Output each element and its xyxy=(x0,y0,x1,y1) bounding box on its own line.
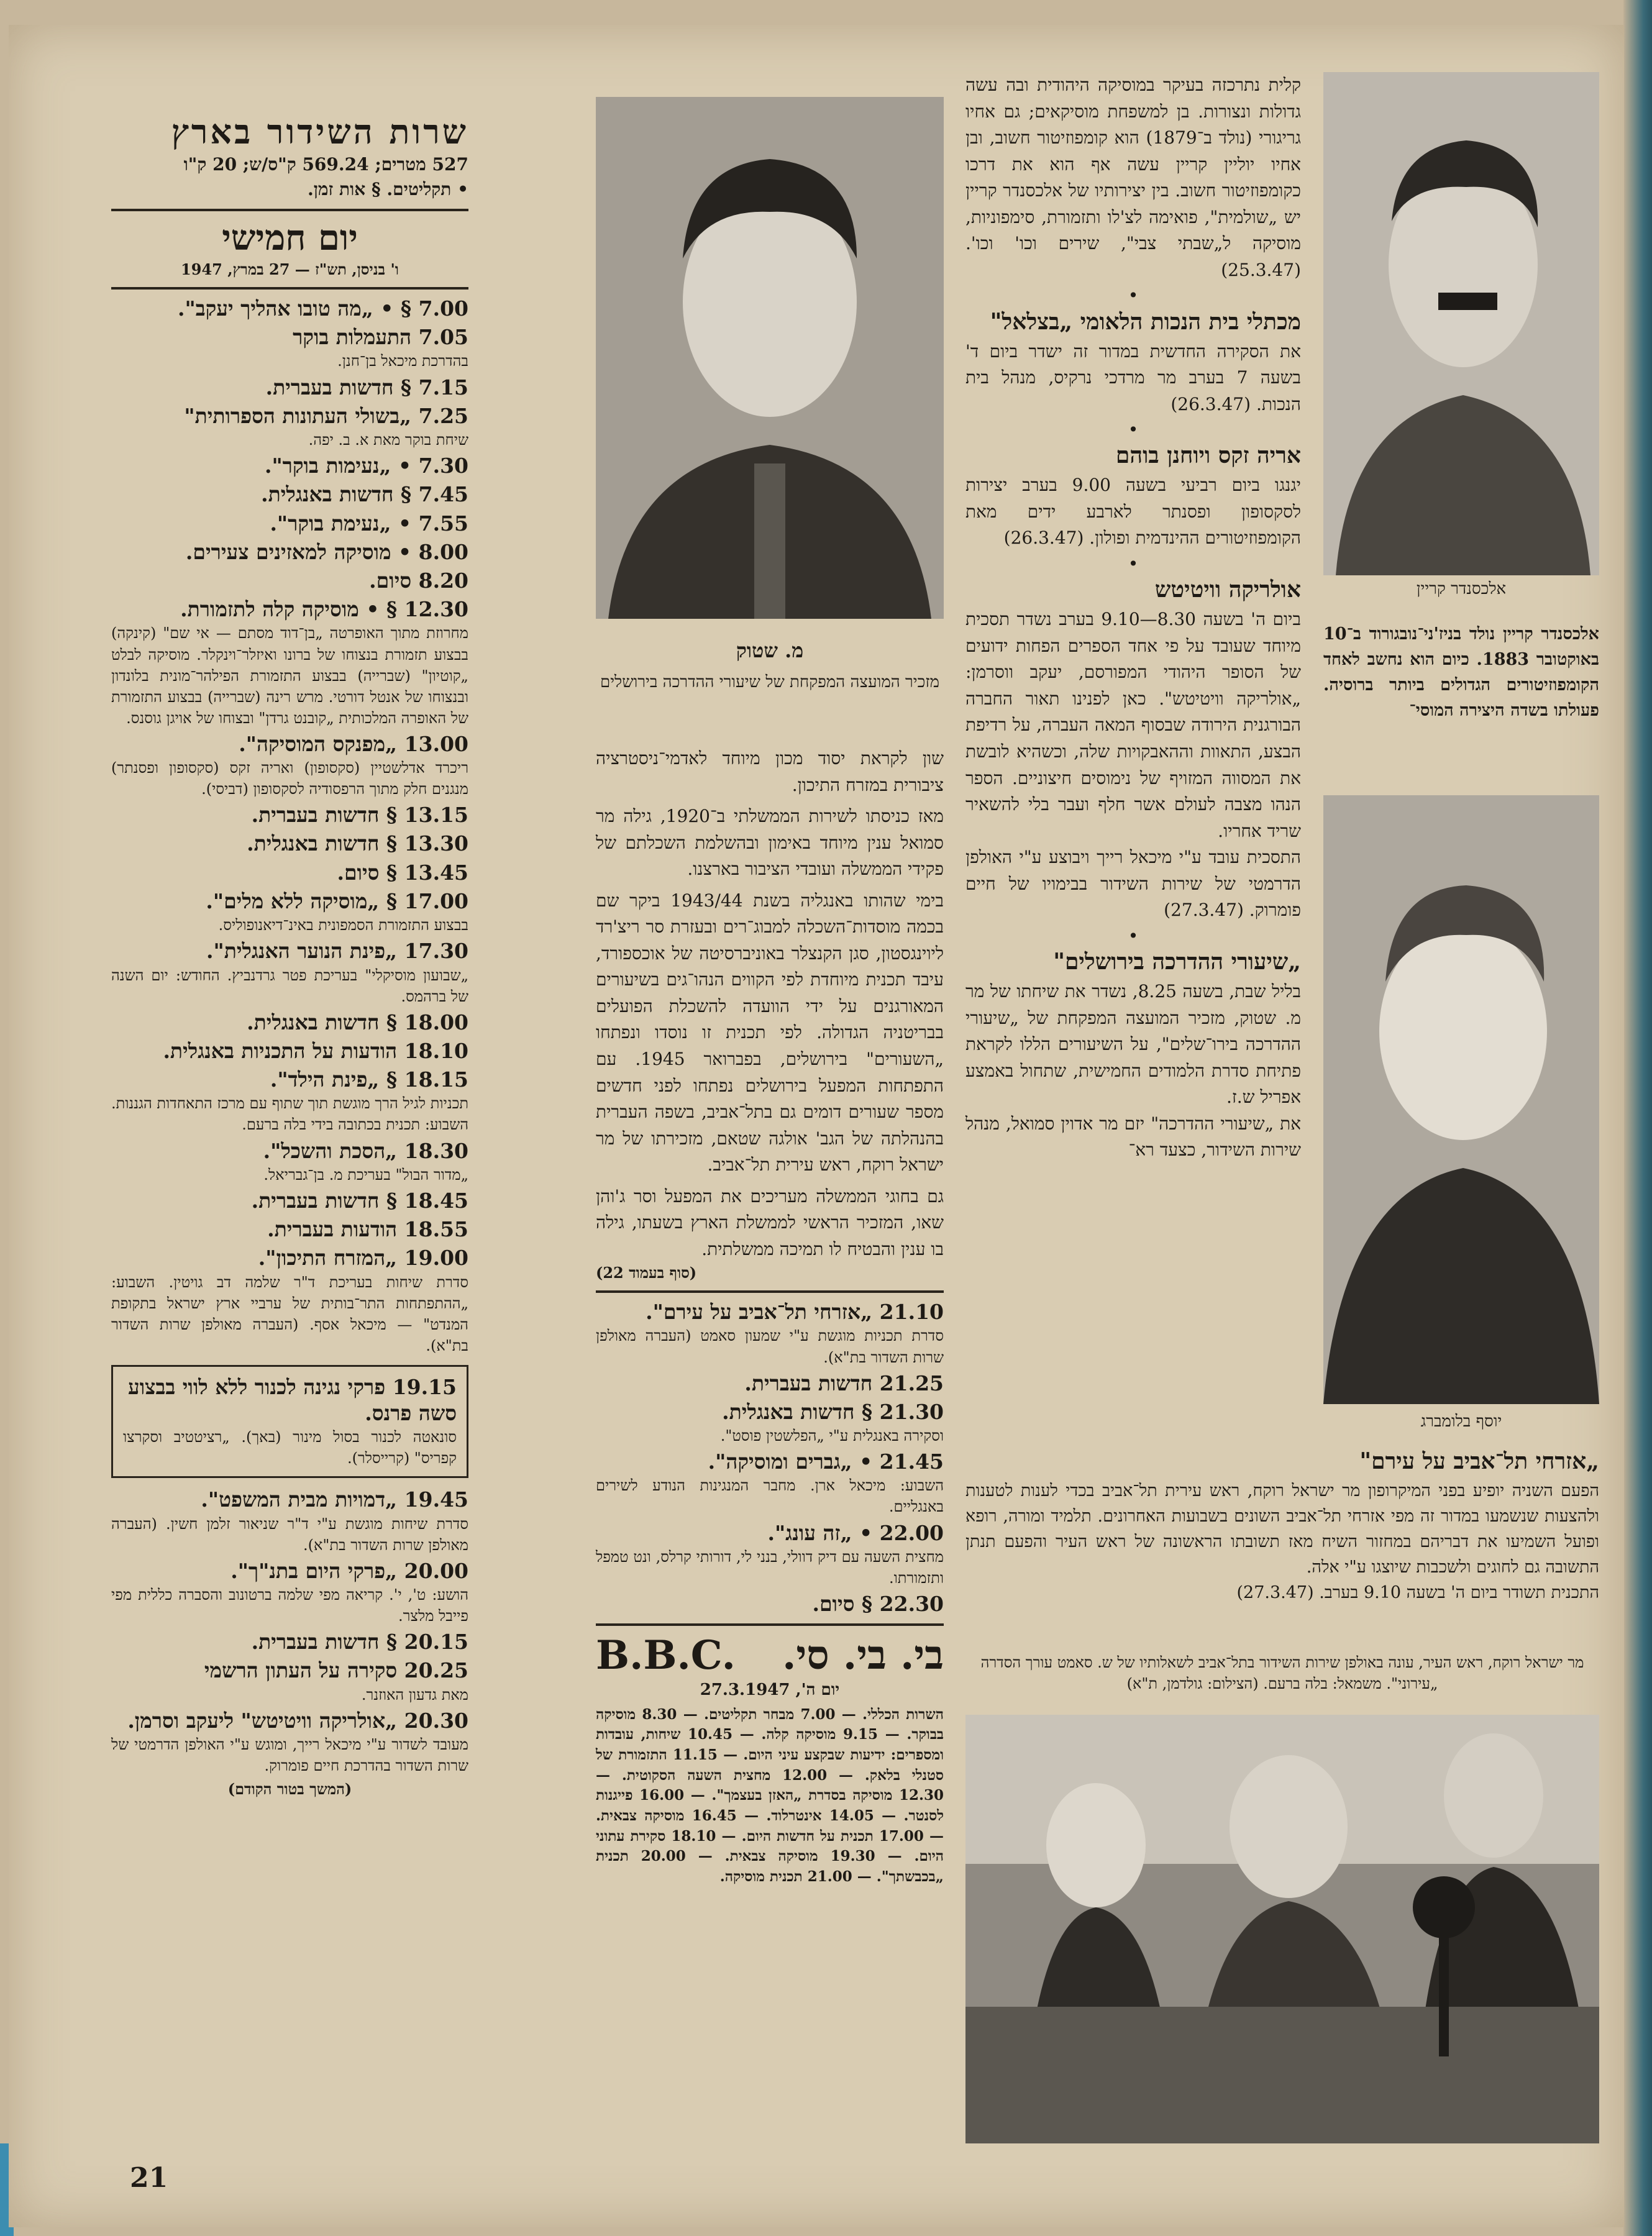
separator-dot: • xyxy=(1128,285,1139,306)
continued-note: (סוף בעמוד 22) xyxy=(596,1264,697,1282)
ezrahi-article xyxy=(965,1448,1599,1605)
schedule-item xyxy=(111,539,468,565)
book-spine-right xyxy=(1623,0,1652,2236)
magazine-page xyxy=(9,25,1624,2227)
schedule-item xyxy=(111,403,468,450)
schedule-time-title: 7.00 § • „מה טובו אהליך יעקב". xyxy=(178,296,468,321)
jlm-text-2: את „שיעורי ההדרכה" יזם מר אדוין סמואל, מנהל שירות השידור, כצעד רא־ xyxy=(965,1113,1301,1161)
schedule-item xyxy=(111,1188,468,1214)
schedule-list-2 xyxy=(111,1487,468,1776)
schedule-item-2230 xyxy=(596,1591,944,1617)
schedule-item xyxy=(111,1708,468,1776)
schedule-item xyxy=(111,1038,468,1064)
schedule-description: תכניות לגיל הרך מוגשת תוך שתוף עם מרכז התאחדות הגננות. השבוע: תכנית בכתובה בידי בלה ברעם. xyxy=(111,1095,468,1134)
schedule-description: סונאטה לכנור בסול מינור (באך). „רציטטיב וסקרצו קפריס" (קרייסלר). xyxy=(123,1428,457,1467)
schedule-continued: (המשך בטור הקודם) xyxy=(227,1780,352,1799)
divider xyxy=(111,209,468,211)
schedule-time-title: 22.30 § סיום. xyxy=(812,1591,944,1616)
samuel-text-1: שון לקראת יסוד מכון מיוחד לאדמי־ניסטרציה ציבורית במזרח התיכון. xyxy=(596,748,944,795)
schedule-time-title: 19.00 „המזרח התיכון". xyxy=(258,1246,468,1271)
schedule-column xyxy=(111,112,468,1800)
samuel-text-4: גם בחוגי הממשלה מעריכים את המפעל וסר ג'והן שאו, המזכיר הראשי לממשלת הארץ בשעתו, גילה בו ענין והבטיח לו תמיכה ממשלתית. xyxy=(596,1185,944,1259)
schedule-description: מאת גדעון האוזנר. xyxy=(361,1686,468,1704)
schedule-item xyxy=(111,1629,468,1655)
schedule-item xyxy=(111,596,468,729)
schedule-item xyxy=(111,1067,468,1135)
kreiin-photo xyxy=(1323,72,1599,575)
separator-dot: • xyxy=(1128,419,1139,440)
ulrika-text: ביום ה' בשעה 8.30—9.10 בערב נשדר תסכית מיוחד שעובד על פי אחד הספרים הפחות ידועים של הסופר היהודי המפורסם, יעקב ווסרמן: „אולריקה וויטיטש". כאן לפנינו תאור החברה הבורגנית הירודה שבסוף המאה העברה, על רדיפת הבצע, התאוות וההאבקויות שלה, וכשהיא לובשת את המסווה המזויף של נימוסים חיצוניים. הספר הנהו מצבה לעולם אשר חלף ועבר בלי להשאיר שריד אחריו. xyxy=(965,609,1302,841)
kreiin-continued-text: קלית נתרכזה בעיקר במוסיקה היהודית ובה עשה גדולות ונצורות. בן למשפחת מוסיקאים; גם אחיו גריגורי (נולד ב־1879) הוא קומפוזיטור חשוב, ובן אחיו יוליין קריין עשה אף הוא את דרכו כקומפוזיטור חשוב. בין יצירותיו של אלכסנדר קריין יש „שולמית", פואימה לצ'לו ותזמורת, סימפוניות, מוסיקה ל„שבתי צבי", שירים וכו' וכו'. (25.3.47) xyxy=(965,75,1301,280)
schedule-item xyxy=(111,860,468,886)
schedule-time-title: 20.25 סקירה על העתון הרשמי xyxy=(204,1658,468,1683)
schedule-item-2125 xyxy=(596,1371,944,1397)
bezalel-text: את הסקירה החדשית במדור זה ישדר ביום ד' בשעה 7 בערב מר מרדכי נרקיס, מנהל בית הנכות. (26.3.47) xyxy=(965,340,1302,414)
schedule-time-title: 13.15 § חדשות בעברית. xyxy=(251,803,468,828)
ulrika-text-2: התסכית עובד ע"י מיכאל רייך ויבוצע ע"י האולפן הדרמטי של שירות השידור בבימויו של חיים פומרוק. (27.3.47) xyxy=(965,847,1301,921)
bbc-text: השרות הכללי. — 7.00 מבחר תקליטים. — 8.30 מוסיקה בבוקר. — 9.15 מוסיקה קלה. — 10.45 שיחות, עובדות ומספרים: ידיעות שבקצע עיני היום. — 11.15 התזמורת של סטנלי בלאק. — 12.00 מחצית השעה הסקוטית. — 12.30 מוסיקה בסדרת „האזן בעצמך". — 16.00 פייגנות לסנטר. — 14.05 אינטרלוד. — 16.45 מוסיקה צבאית. — 17.00 תכנית על חדשות היום. — 18.10 סקירת עתוני היום. — 19.30 מוסיקה צבאית. — 20.00 תכנית „בכבשתך". — 21.00 תכנית מוסיקה. xyxy=(596,1705,944,1886)
schedule-description: השבוע: מיכאל ארן. מחבר המנגינות הנודע לשירים באנגליים. xyxy=(596,1477,944,1516)
schedule-box-1915 xyxy=(111,1365,468,1479)
page-number: 21 xyxy=(130,2162,168,2194)
shtok-caption-name: מ. שטוק xyxy=(736,639,804,662)
schedule-description: „שבועון מוסיקלי" בעריכת פטר גרדנביץ. החודש: יום השנה של ברהמס. xyxy=(111,966,468,1005)
schedule-time-title: 13.00 „מפנקס המוסיקה". xyxy=(239,731,468,756)
station-frequency: 527 מטרים; 569.24 ק"ס/ש; 20 ק"ו xyxy=(183,153,468,175)
schedule-time-title: 17.00 § „מוסיקה ללא מלים". xyxy=(206,888,468,913)
schedule-description: ריכרד אדלשטיין (סקסופון) ואריה זקס (סקסופון ופסנתר) מנגנים חלק מתוך הרפסודיה לסקסופון (דביסי). xyxy=(111,759,468,798)
schedule-description: בהדרכת מיכאל בן־חנן. xyxy=(337,352,468,370)
schedule-list xyxy=(111,296,468,1356)
schedule-time-title: 7.15 § חדשות בעברית. xyxy=(265,375,468,399)
station-title: שרות השידור בארץ xyxy=(171,112,468,152)
bbc-section xyxy=(596,1632,944,1887)
schedule-item xyxy=(111,1658,468,1705)
column-articles-2 xyxy=(596,746,944,1887)
samuel-text-3: בימי שהותו באנגליה בשנת 1943/44 ביקר שם בכמה מוסדות־השכלה למבוג־רים ובעזרת סר ריצ'רד ליוינגסטון, סגן הקנצלר באוניברסיטה של אוכספורד, עיבד תכנית מיוחדת לפי הקווים הנהו־גים בשיעורים המאורגנים על ידי הוועדה להשכלת הפועלים בבריטניה הגדולה. לפי תכנית זו נוסדו ונפתחו „השעורים" בירושלים, בפברואר 1945. עם התפתחות המפעל בירושלים נפתחו לפני חדשים מספר שעורים דומים גם בתל־אביב, בשפה העברית בהנהלתה של הגב' אולגה שטאם, מזכירתו של מר ישראל רוקח, ראש עירית תל־אביב. xyxy=(596,890,944,1175)
portrait-icon xyxy=(1323,795,1599,1404)
shtok-caption-desc: מזכיר המועצה המפקחת של שיעורי ההדרכה בירושלים xyxy=(600,673,939,691)
schedule-time-title: 18.00 § חדשות באנגלית. xyxy=(247,1010,468,1034)
schedule-item xyxy=(111,481,468,508)
schedule-time-title: 18.10 הודעות על התכניות באנגלית. xyxy=(163,1038,468,1063)
column-articles-1 xyxy=(965,72,1301,1164)
schedule-item xyxy=(111,1216,468,1243)
schedule-time-title: 21.25 חדשות בעברית. xyxy=(744,1371,944,1395)
schedule-item xyxy=(111,831,468,857)
schedule-time-title: 7.30 • „נעימות בוקר". xyxy=(264,454,468,478)
schedule-time-title: 8.00 • מוסיקה למאזינים צעירים. xyxy=(185,539,468,564)
schedule-time-title: 13.45 § סיום. xyxy=(337,860,468,885)
divider xyxy=(111,287,468,290)
schedule-item xyxy=(111,1245,468,1356)
separator-dot: • xyxy=(1128,554,1139,575)
radio-studio-photo-icon xyxy=(965,1715,1599,2143)
schedule-description: בבצוע התזמורת הסמפונית באינ־דיאנופוליס. xyxy=(218,916,468,934)
day-title: יום חמישי xyxy=(222,217,358,258)
schedule-time-title: 18.15 § „פינת הילד". xyxy=(270,1067,468,1092)
schedule-description: סדרת תכניות מוגשת ע"י שמעון סאמט (העברה מאולפן שרות השדור בת"א). xyxy=(596,1327,944,1366)
schedule-item xyxy=(111,296,468,322)
schedule-item xyxy=(111,888,468,936)
schedule-description: סדרת שיחות בעריכת ד"ר שלמה דב גויטין. השבוע: „ההתפתחות התר־בותית של ערביי ארץ ישראל בתקופת המנדט" — מיכאל אסף. (העברה מאולפן שרות השדור בת"א). xyxy=(111,1273,468,1354)
schedule-time-title: 20.00 „פרקי היום בתנ"ך". xyxy=(230,1558,468,1583)
schedule-description: „מדור הבול" בעריכת מ. בן־גבריאל. xyxy=(263,1166,468,1184)
group-photo-caption: מר ישראל רוקח, ראש העיר, עונה באולפן שירות השידור בתל־אביב לשאלותיו של ש. סאמט עורך הסדרה „עירוני". משמאל: בלה ברעם. (הצילום: גולדמן, ת"א) xyxy=(980,1654,1584,1692)
schedule-time-title: 18.45 § חדשות בעברית. xyxy=(251,1188,468,1213)
kreiin-bio xyxy=(1323,621,1599,723)
schedule-item-2110 xyxy=(596,1299,944,1367)
schedule-item xyxy=(111,453,468,479)
schedule-item xyxy=(111,1487,468,1555)
bbc-date: יום ה', 27.3.1947 xyxy=(700,1681,840,1700)
schedule-item xyxy=(111,324,468,372)
bezalel-title: מכתלי בית הנכות הלאומי „בצלאל" xyxy=(990,308,1301,335)
schedule-time-title: 20.30 „אולריקה וויטיטש" ליעקב וסרמן. xyxy=(127,1708,468,1733)
schedule-item xyxy=(111,938,468,1006)
schedule-description: וסקירה באנגלית ע"י „הפלשטין פוסט". xyxy=(720,1427,944,1445)
ezrahi-text-2: התכנית תשודר ביום ה' בשעה 9.10 בערב. (27.3.47) xyxy=(1236,1583,1599,1603)
schedule-time-title: 8.20 סיום. xyxy=(369,568,468,593)
schedule-item xyxy=(111,1010,468,1036)
kreiin-caption: אלכסנדר קריין xyxy=(1416,580,1507,598)
zaks-text: יגנגו ביום רביעי בשעה 9.00 בערב יצירות לסקסופון ופסנתר לארבע ידים מאת הקומפוזיטורים ההינדמית ופולון. (26.3.47) xyxy=(965,475,1301,549)
schedule-time-title: 18.55 הודעות בעברית. xyxy=(267,1217,468,1242)
schedule-time-title: 12.30 § • מוסיקה קלה לתזמורת. xyxy=(180,597,468,622)
zaks-title: אריה זקס ויוחנן בוהם xyxy=(1115,442,1301,469)
portrait-icon xyxy=(596,97,944,619)
shtok-photo xyxy=(596,97,944,619)
schedule-time-title: 7.45 § חדשות באנגלית. xyxy=(261,482,468,507)
schedule-description: מחרוזת מתוך האופרטה „בן־דוד מסתם — אי שם" (קינקה) בבצוע תזמורת בנצוחו של ברונו ואיזלר־וינקלר. מוסיקה לבלט „קוטיון" (שברייה) בבצוע התזמורת הפילהר־מונית בלונדון ובנצוחו של אנטל דורטי. מרש רינה (שברייה) בבצוע התזמורת של האופרה המלכותית „קובנט גרדן" ובצוחו של אויגן גוסנס. xyxy=(111,624,468,727)
divider xyxy=(596,1623,944,1626)
schedule-description: מחצית השעה עם דיק דוולי, בנני לי, דורותי קרלס, ונט טמפל ותזמורתו. xyxy=(596,1548,944,1587)
ulrika-title: אולריקה וויטיטש xyxy=(1154,577,1301,603)
schedule-time-title: 19.15 פרקי נגינה לכנור ללא לווי בבצוע סשה פרנס. xyxy=(128,1374,457,1426)
separator-dot: • xyxy=(1128,925,1139,946)
schedule-time-title: 18.30 „הסכת והשכל". xyxy=(263,1138,468,1163)
schedule-item-2130 xyxy=(596,1399,944,1446)
schedule-item xyxy=(111,802,468,828)
schedule-time-title: 19.45 „דמויות מבית המשפט". xyxy=(201,1487,468,1512)
kreiin-bio-text: אלכסנדר קריין נולד בניז'ני־נובגורוד ב־10 באוקטובר 1883. כיום הוא נחשב לאחד הקומפוזיטורים הגדולים ביותר ברוסיה. פעולתו בשדה היצירה המוסי־ xyxy=(1323,624,1599,721)
bbc-title xyxy=(596,1632,944,1679)
ezrahi-title: „אזרחי תל־אביב על עירם" xyxy=(1359,1448,1599,1474)
schedule-time-title: 7.55 • „נעימת בוקר". xyxy=(270,511,468,536)
schedule-item xyxy=(111,511,468,537)
jlm-text: בליל שבת, בשעה 8.25, נשדר את שיחתו של מר מ. שטוק, מזכיר המועצה המפקחת של „שיעורי ההדרכה בירו־שלים", על השיעורים הללו לקראת פתיחת סדרת הלמודים החמישית, שתחול באמצע אפריל ש.ז. xyxy=(965,980,1302,1108)
blumberg-photo xyxy=(1323,795,1599,1404)
ezrahi-text: הפעם השניה יופיע בפני המיקרופון מר ישראל רוקח, ראש עירית תל־אביב בכדי לענות לטענות ולהצעות שנשמעו במדור זה מפי אזרחי תל־אביב השונים בשבועות האחרונים. תלמיד ומורה, רופא ופועל השמיעו את דבריהם במחזור השיח מאז תשובתו הראשונה של ראש העיר והפעם תנתן התשובה גם לחוגים ולשכבות שיוצגו ע"י אלה. xyxy=(965,1481,1599,1577)
portrait-icon xyxy=(1323,72,1599,575)
schedule-item-2145 xyxy=(596,1449,944,1517)
schedule-item-2200 xyxy=(596,1520,944,1589)
schedule-description: סדרת שיחות מוגשת ע"י ד"ר שניאור זלמן חשין. (העברה מאולפן שרות השדור בת"א). xyxy=(111,1515,468,1554)
schedule-description: שיחת בוקר מאת א. ב. יפה. xyxy=(308,431,468,449)
schedule-item xyxy=(111,375,468,401)
bbc-title-hebrew: בי. בי. סי. xyxy=(782,1632,944,1679)
schedule-time-title: 21.10 „אזרחי תל־אביב על עירם". xyxy=(646,1300,944,1325)
schedule-description: הושע: ט', י'. קריאה מפי שלמה ברטונוב והסברה כללית מפי פייבל מלצר. xyxy=(111,1586,469,1625)
schedule-item xyxy=(111,568,468,594)
schedule-item xyxy=(111,1138,468,1185)
evening-schedule xyxy=(596,1299,944,1617)
jlm-title: „שיעורי ההדרכה בירושלים" xyxy=(1053,948,1301,975)
schedule-time-title: 21.45 • „גברים ומוסיקה". xyxy=(708,1449,944,1474)
schedule-time-title: 13.30 § חדשות באנגלית. xyxy=(247,831,468,856)
schedule-legend: • תקליטים. § אות זמן. xyxy=(307,179,468,200)
schedule-time-title: 17.30 „פינת הנוער האנגלית". xyxy=(206,939,468,964)
bbc-title-english: B.B.C. xyxy=(596,1632,736,1679)
schedule-item xyxy=(111,1558,468,1627)
day-date: ו' בניסן, תש"ז — 27 במרץ, 1947 xyxy=(181,260,399,279)
blumberg-caption: יוסף בלומברג xyxy=(1420,1412,1502,1431)
divider xyxy=(596,1290,944,1293)
schedule-time-title: 20.15 § חדשות בעברית. xyxy=(251,1630,468,1654)
schedule-time-title: 21.30 § חדשות באנגלית. xyxy=(722,1399,944,1424)
group-photo xyxy=(965,1715,1599,2143)
schedule-time-title: 7.05 התעמלות בוקר xyxy=(293,325,468,350)
samuel-text-2: מאז כניסתו לשירות הממשלתי ב־1920, גילה מר סמואל ענין מיוחד באימון ובהשלמת השכלתם של פקידי הממשלה ועובדי הציבור בארצנו. xyxy=(596,806,944,880)
schedule-time-title: 7.25 „בשולי העתונות הספרותית" xyxy=(184,403,468,428)
schedule-item xyxy=(111,731,468,800)
schedule-description: מעובד לשדור ע"י מיכאל רייך, ומוגש ע"י האולפן הדרמטי של שרות השדור בהדרכת חיים פומרוק. xyxy=(111,1736,468,1775)
schedule-time-title: 22.00 • „זה עונג". xyxy=(767,1520,944,1545)
